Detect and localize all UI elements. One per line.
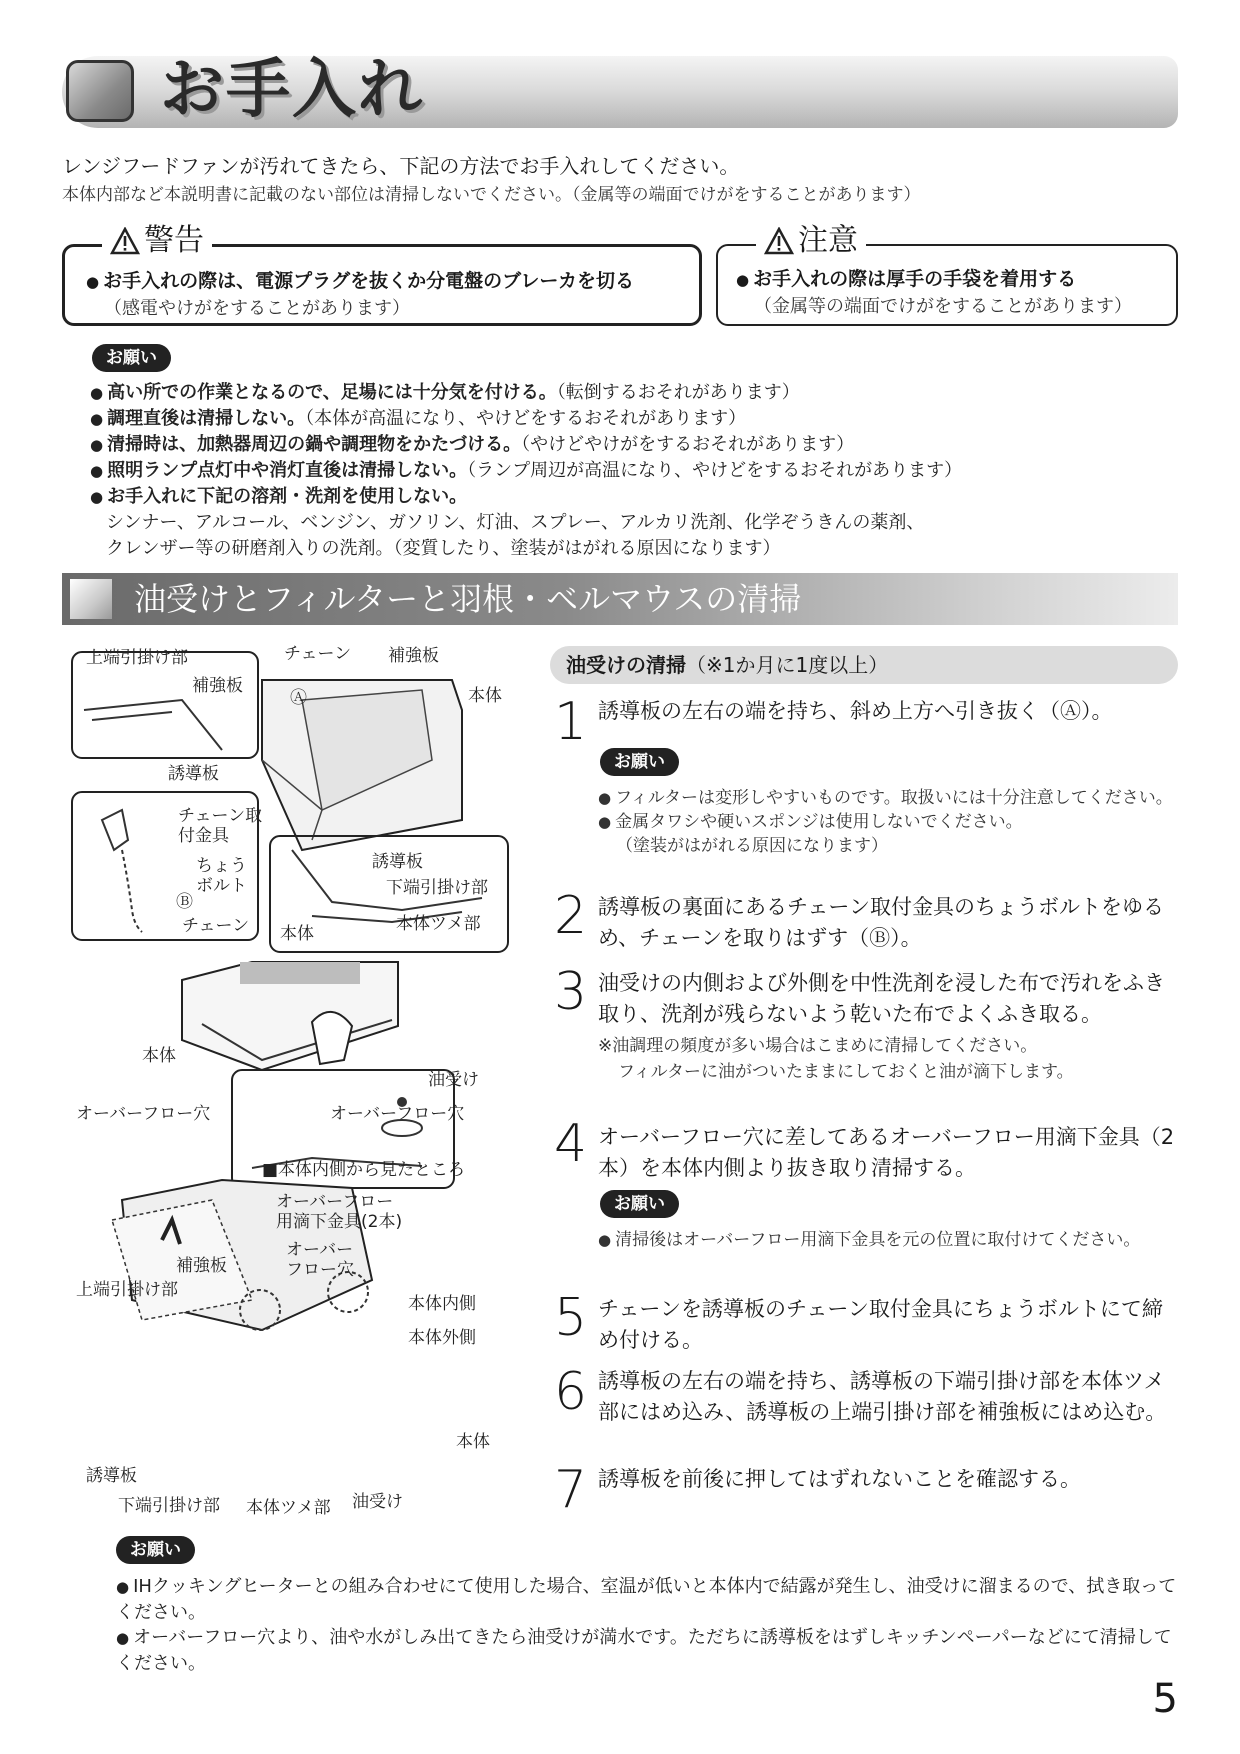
caution-main-text: ● お手入れの際は厚手の手袋を着用する <box>736 264 1076 291</box>
label-overflow-hole-left: オーバーフロー穴 <box>76 1104 211 1124</box>
label-B: Ⓑ <box>176 892 193 912</box>
caution-sub-text: （金属等の端面でけがをすることがあります） <box>754 296 1132 317</box>
list-item: ● 清掃時は、加熱器周辺の鍋や調理物をかたづける。（やけどやけがをするおそれがあります） <box>90 432 962 458</box>
warning-sub-text: （感電やけがをすることがあります） <box>104 298 410 319</box>
label-upper-hook-bottom: 上端引掛け部 <box>76 1280 178 1300</box>
step-number: 3 <box>554 962 588 1022</box>
label-body-outside: 本体外側 <box>408 1328 476 1348</box>
intro-line-2: 本体内部など本説明書に記載のない部位は清掃しないでください。（金属等の端面でけがをすることがあります） <box>62 185 921 205</box>
request-badge: お願い <box>600 748 679 776</box>
label-body-inside: 本体内側 <box>408 1294 476 1314</box>
label-overflow-hole-right: オーバーフロー穴 <box>330 1104 465 1124</box>
label-guide-bottom: 誘導板 <box>86 1466 137 1486</box>
step4-note: ● 清掃後はオーバーフロー用滴下金具を元の位置に取付けてください。 <box>598 1228 1178 1252</box>
list-item: ● 調理直後は清掃しない。（本体が高温になり、やけどをするおそれがあります） <box>90 406 962 432</box>
step3-note-1: ※油調理の頻度が多い場合はこまめに清掃してください。 <box>598 1036 1038 1056</box>
list-item: ● IHクッキングヒーターとの組み合わせにて使用した場合、室温が低いと本体内で結露が発生し、油受けに溜まるので、拭き取ってください。 <box>116 1574 1178 1625</box>
list-item: ● フィルターは変形しやすいものです。取扱いには十分注意してください。 <box>598 786 1178 810</box>
step-text: 油受けの内側および外側を中性洗剤を浸した布で汚れをふき取り、洗剤が残らないよう乾いた布でよくふき取る。 <box>598 971 1165 1026</box>
list-item: ● 金属タワシや硬いスポンジは使用しないでください。 <box>598 810 1178 834</box>
label-oil-tray-bottom: 油受け <box>352 1492 403 1512</box>
upper-hook-drawing <box>84 700 222 750</box>
step-text: オーバーフロー穴に差してあるオーバーフロー用滴下金具（2本）を本体内側より抜き取り清掃する。 <box>598 1125 1175 1180</box>
list-item: ● 高い所での作業となるので、足場には十分気を付ける。（転倒するおそれがあります） <box>90 380 962 406</box>
step-text: 誘導板を前後に押してはずれないことを確認する。 <box>598 1467 1081 1491</box>
label-chain-fitting: チェーン取付金具 <box>178 806 263 846</box>
label-A: Ⓐ <box>290 688 307 708</box>
step-text: チェーンを誘導板のチェーン取付金具にちょうボルトにて締め付ける。 <box>598 1297 1163 1352</box>
cleaning-illustrations <box>62 640 522 1540</box>
list-item: ● 照明ランプ点灯中や消灯直後は清掃しない。（ランプ周辺が高温になり、やけどをするおそれがあります） <box>90 458 962 484</box>
step3-note-2: フィルターに油がついたままにしておくと油が滴下します。 <box>618 1062 1074 1082</box>
step-number: 4 <box>554 1114 588 1174</box>
label-butterfly-bolt: ちょうボルト <box>196 856 247 896</box>
caution-heading <box>756 224 866 258</box>
label-reinforce-top: 補強板 <box>192 676 243 696</box>
step-number: 7 <box>554 1460 588 1520</box>
request-badge: お願い <box>116 1536 195 1564</box>
request-badge: お願い <box>92 344 171 372</box>
subsection-title: 油受けの清掃（※1か月に1度以上） <box>566 653 889 677</box>
label-body-inset: 本体 <box>280 924 314 944</box>
intro-line-1: レンジフードファンが汚れてきたら、下記の方法でお手入れしてください。 <box>62 154 740 178</box>
step-number: 1 <box>554 692 588 752</box>
label-body-claw-inset: 本体ツメ部 <box>396 914 481 934</box>
label-guide-top: 誘導板 <box>168 764 219 784</box>
title-square-icon <box>66 60 134 122</box>
section-square-icon <box>70 579 112 619</box>
solvents-line-1: シンナー、アルコール、ベンジン、ガソリン、灯油、スプレー、アルカリ洗剤、化学ぞうきんの薬剤、 <box>106 512 925 533</box>
caution-triangle-icon <box>764 227 794 255</box>
warning-heading <box>102 224 212 258</box>
label-body-top: 本体 <box>468 686 502 706</box>
list-item: ● オーバーフロー穴より、油や水がしみ出てきたら油受けが満水です。ただちに誘導板をはずしキッチンペーパーなどにて清掃してください。 <box>116 1625 1178 1676</box>
step-number: 5 <box>554 1288 588 1348</box>
section-title: 油受けとフィルターと羽根・ベルマウスの清掃 <box>134 580 802 618</box>
label-upper-hook-top: 上端引掛け部 <box>86 648 188 668</box>
oil-tray-drawing <box>182 962 398 1070</box>
step-text: 誘導板の左右の端を持ち、斜め上方へ引き抜く（Ⓐ）。 <box>598 699 1113 723</box>
step-text: 誘導板の左右の端を持ち、誘導板の下端引掛け部を本体ツメ部にはめ込み、誘導板の上端引掛け部を補強板にはめ込む。 <box>598 1369 1167 1424</box>
label-inside-view: ■本体内側から見たところ <box>262 1160 466 1180</box>
request-badge: お願い <box>600 1190 679 1218</box>
list-item: ● お手入れに下記の溶剤・洗剤を使用しない。 <box>90 484 962 510</box>
label-lower-hook-bottom: 下端引掛け部 <box>118 1496 220 1516</box>
label-overflow-hole-split: オーバーフロー穴 <box>286 1240 354 1280</box>
label-body-bottom: 本体 <box>456 1432 490 1452</box>
request-list <box>90 380 962 562</box>
caution-heading-label: 注意 <box>798 223 858 258</box>
page-title: お手入れ <box>160 53 424 127</box>
step-number: 2 <box>554 886 588 946</box>
bottom-request-list <box>116 1574 1178 1676</box>
label-reinforce-bottom: 補強板 <box>176 1256 227 1276</box>
label-reinforce-right: 補強板 <box>388 646 439 666</box>
label-chain-inset: チェーン <box>182 916 250 936</box>
warning-triangle-icon <box>110 227 140 255</box>
warning-heading-label: 警告 <box>144 223 204 258</box>
label-chain-top: チェーン <box>284 644 352 664</box>
page-number: 5 <box>1152 1676 1178 1722</box>
label-body-mid: 本体 <box>142 1046 176 1066</box>
step-number: 6 <box>554 1362 588 1422</box>
label-body-claw-bottom: 本体ツメ部 <box>246 1498 331 1518</box>
step1-notes <box>598 786 1178 858</box>
label-overflow-fitting: オーバーフロー用滴下金具(2本) <box>276 1192 403 1232</box>
step-text: 誘導板の裏面にあるチェーン取付金具のちょうボルトをゆるめ、チェーンを取りはずす（Ⓑ）。 <box>598 895 1164 950</box>
label-oil-tray-mid: 油受け <box>428 1070 479 1090</box>
list-item: （塗装がはがれる原因になります） <box>616 836 888 856</box>
label-lower-hook-inset: 下端引掛け部 <box>386 878 488 898</box>
label-guide-inset: 誘導板 <box>372 852 423 872</box>
warning-main-text: ● お手入れの際は、電源プラグを抜くか分電盤のブレーカを切る <box>86 266 634 293</box>
solvents-line-2: クレンザー等の研磨剤入りの洗剤。（変質したり、塗装がはがれる原因になります） <box>106 538 781 559</box>
